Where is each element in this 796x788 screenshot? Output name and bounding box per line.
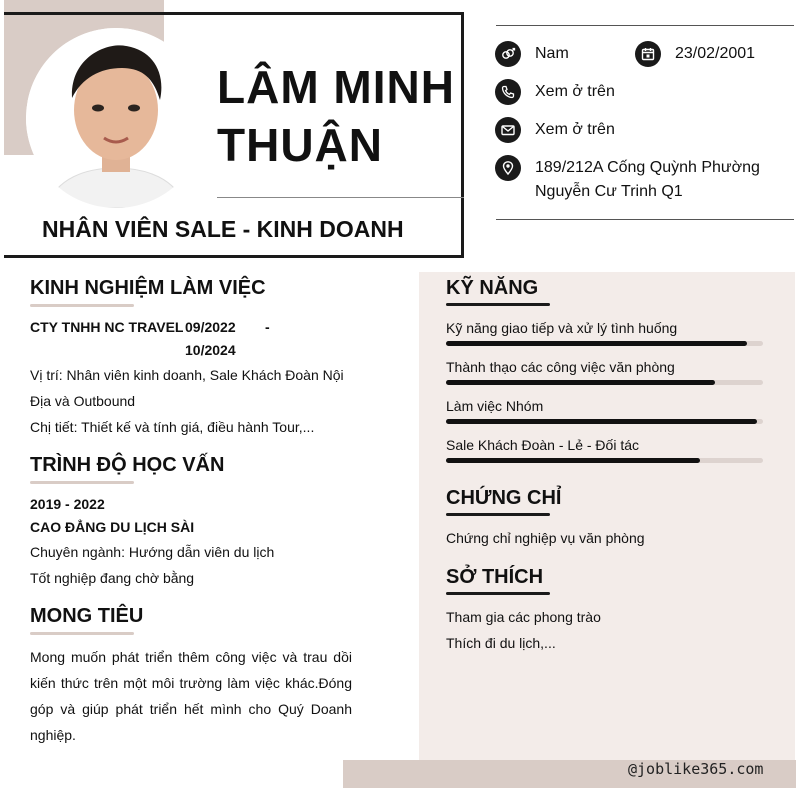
experience-end: 10/2024 — [185, 342, 236, 358]
education-rule — [30, 481, 134, 484]
email-icon — [495, 117, 521, 143]
contact-divider-bottom — [496, 219, 794, 220]
watermark-text: @joblike365.com — [628, 760, 764, 778]
skill-bar-4 — [446, 458, 763, 463]
education-years: 2019 - 2022 — [30, 496, 105, 512]
experience-position-line-2: Địa và Outbound — [30, 393, 136, 409]
experience-position-line-1: Vị trí: Nhân viên kinh doanh, Sale Khách Đoàn Nội — [30, 367, 344, 383]
experience-rule — [30, 304, 134, 307]
phone-value: Xem ở trên — [535, 83, 615, 100]
email-value: Xem ở trên — [535, 121, 615, 138]
skill-fill-3 — [446, 419, 757, 424]
experience-title: KINH NGHIỆM LÀM VIỆC — [30, 277, 266, 299]
hobby-item-2: Thích đi du lịch,... — [446, 635, 556, 651]
hobby-item-1: Tham gia các phong trào — [446, 609, 601, 625]
education-title: TRÌNH ĐỘ HỌC VẤN — [30, 454, 225, 476]
address-line-1: 189/212A Cống Quỳnh Phường — [535, 159, 760, 176]
skill-name-2: Thành thạo các công việc văn phòng — [446, 359, 675, 375]
dob-value: 23/02/2001 — [675, 45, 756, 62]
name-line-2: THUẬN — [217, 119, 383, 171]
candidate-name — [217, 58, 455, 174]
hobbies-rule — [446, 592, 550, 595]
certificate-item: Chứng chỉ nghiệp vụ văn phòng — [446, 530, 645, 546]
skill-bar-1 — [446, 341, 763, 346]
avatar-portrait-icon — [26, 28, 206, 208]
hobbies-title: SỞ THÍCH — [446, 566, 544, 588]
experience-dash: - — [265, 319, 270, 335]
gender-icon — [495, 41, 521, 67]
certificates-title: CHỨNG CHỈ — [446, 487, 562, 509]
job-title: NHÂN VIÊN SALE - KINH DOANH — [42, 216, 404, 242]
skill-name-4: Sale Khách Đoàn - Lẻ - Đối tác — [446, 437, 639, 453]
skill-name-1: Kỹ năng giao tiếp và xử lý tình huống — [446, 320, 678, 336]
education-status: Tốt nghiệp đang chờ bằng — [30, 570, 195, 586]
profile-photo — [26, 28, 206, 208]
skills-title: KỸ NĂNG — [446, 277, 539, 299]
skill-fill-1 — [446, 341, 747, 346]
certificates-rule — [446, 513, 550, 516]
objective-rule — [30, 632, 134, 635]
gender-value: Nam — [535, 45, 569, 62]
objective-text: Mong muốn phát triển thêm công việc và trau dồi kiến thức trên một môi trường làm việc khác.Đóng góp và giúp phát triển hết mình cho Quý Doanh nghiệp. — [30, 649, 352, 743]
skill-bar-3 — [446, 419, 763, 424]
location-icon — [495, 155, 521, 181]
skill-bar-2 — [446, 380, 763, 385]
address-line-2: Nguyễn Cư Trinh Q1 — [535, 183, 683, 200]
education-school: CAO ĐẲNG DU LỊCH SÀI — [30, 519, 195, 535]
contact-divider-top — [496, 25, 794, 26]
experience-company: CTY TNHH NC TRAVEL — [30, 319, 184, 335]
skill-fill-4 — [446, 458, 700, 463]
name-line-1: LÂM MINH — [217, 61, 455, 113]
calendar-icon — [635, 41, 661, 67]
education-major: Chuyên ngành: Hướng dẫn viên du lịch — [30, 544, 275, 560]
objective-title: MONG TIÊU — [30, 605, 144, 627]
skill-fill-2 — [446, 380, 715, 385]
name-divider — [217, 197, 464, 198]
phone-icon — [495, 79, 521, 105]
experience-detail: Chị tiết: Thiết kế và tính giá, điều hành Tour,... — [30, 419, 315, 435]
skill-name-3: Làm việc Nhóm — [446, 398, 544, 414]
experience-start: 09/2022 — [185, 319, 236, 335]
skills-rule — [446, 303, 550, 306]
